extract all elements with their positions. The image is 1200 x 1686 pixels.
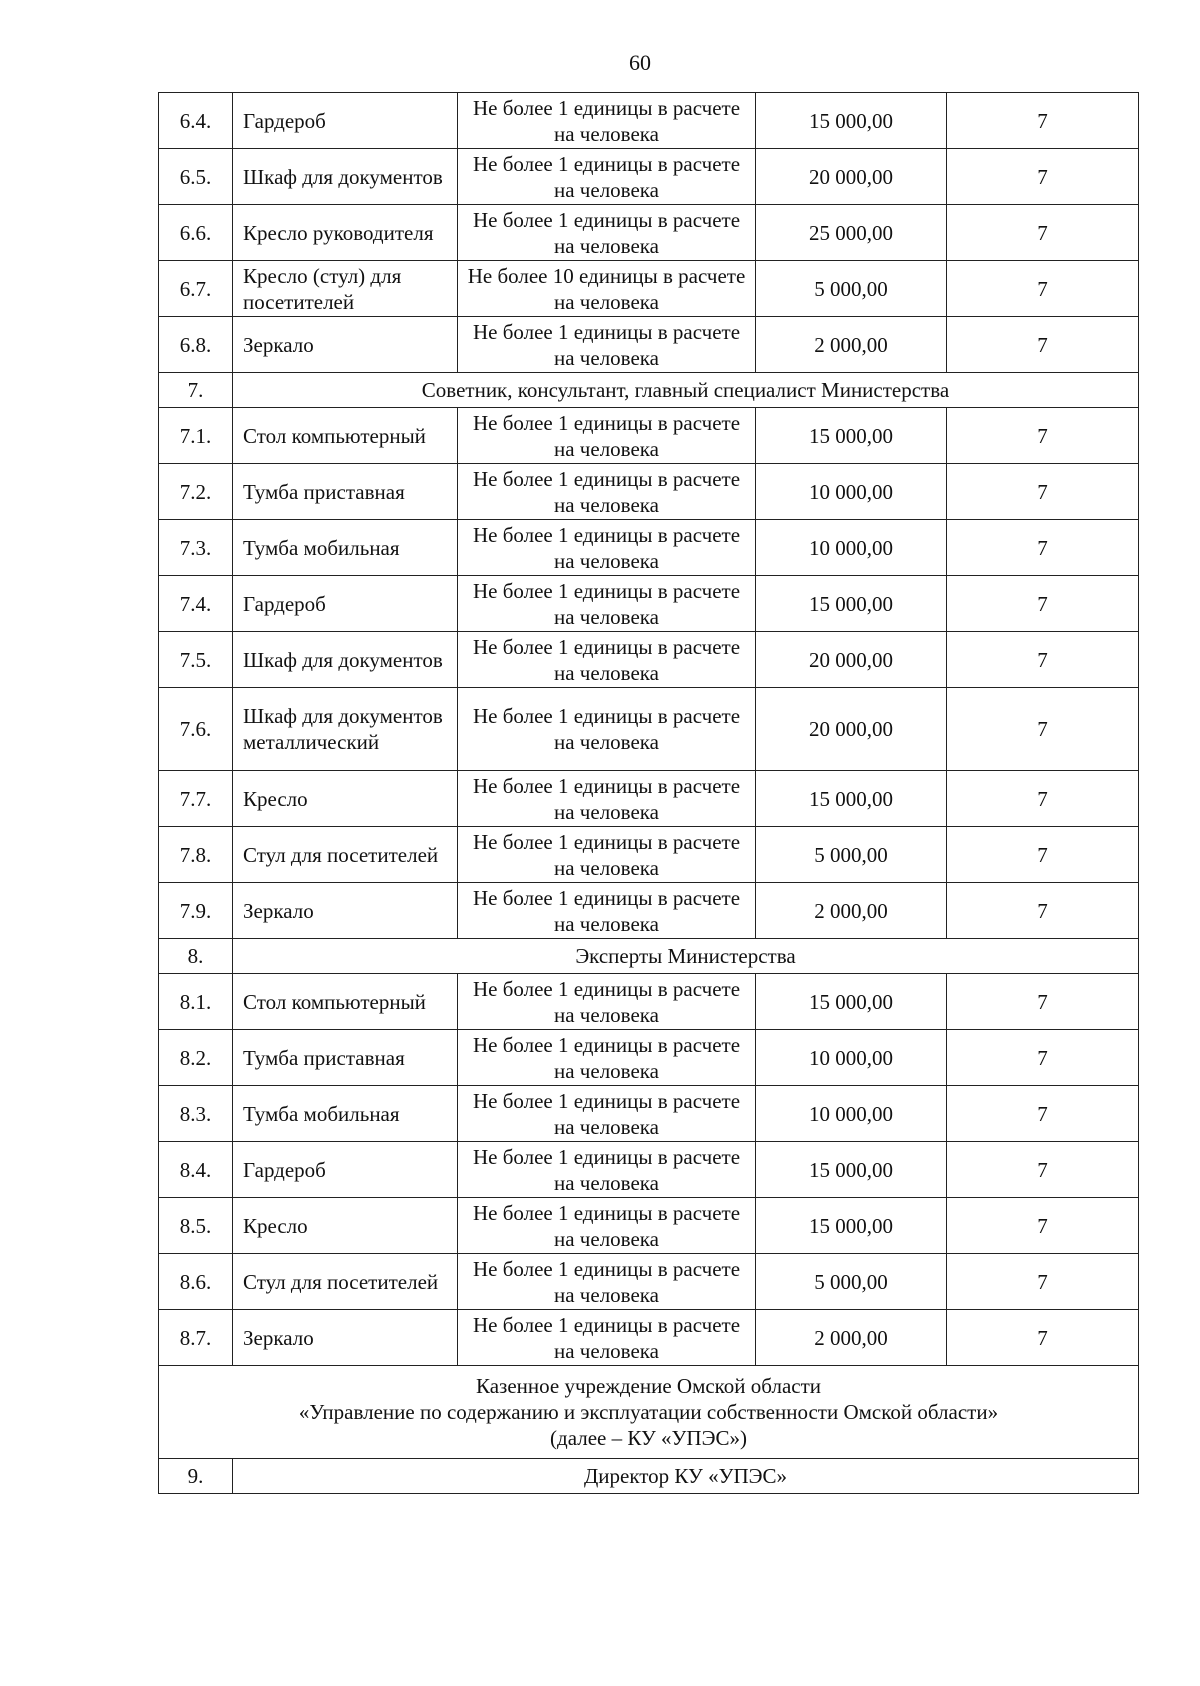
table-row — [159, 883, 1139, 939]
table-row — [159, 520, 1139, 576]
item-price: 10 000,00 — [756, 1030, 947, 1086]
item-service-life: 7 — [947, 520, 1139, 576]
item-price: 5 000,00 — [756, 261, 947, 317]
item-service-life: 7 — [947, 1310, 1139, 1366]
item-quantity: Не более 1 единицы в расчете на человека — [458, 688, 756, 771]
section-number: 9. — [159, 1459, 233, 1494]
item-service-life: 7 — [947, 771, 1139, 827]
item-name: Гардероб — [233, 1142, 458, 1198]
item-name: Кресло руководителя — [233, 205, 458, 261]
item-name: Шкаф для документов металлический — [233, 688, 458, 771]
item-service-life: 7 — [947, 261, 1139, 317]
item-name: Стол компьютерный — [233, 974, 458, 1030]
item-price: 15 000,00 — [756, 1198, 947, 1254]
item-name: Шкаф для документов — [233, 149, 458, 205]
item-price: 5 000,00 — [756, 827, 947, 883]
item-name: Стул для посетителей — [233, 1254, 458, 1310]
item-quantity: Не более 1 единицы в расчете на человека — [458, 883, 756, 939]
section-row — [159, 939, 1139, 974]
row-number: 8.2. — [159, 1030, 233, 1086]
item-quantity: Не более 1 единицы в расчете на человека — [458, 317, 756, 373]
row-number: 6.4. — [159, 93, 233, 149]
item-name: Кресло (стул) для посетителей — [233, 261, 458, 317]
row-number: 7.9. — [159, 883, 233, 939]
item-price: 2 000,00 — [756, 1310, 947, 1366]
table-row — [159, 632, 1139, 688]
item-quantity: Не более 1 единицы в расчете на человека — [458, 632, 756, 688]
item-price: 5 000,00 — [756, 1254, 947, 1310]
row-number: 8.1. — [159, 974, 233, 1030]
item-price: 15 000,00 — [756, 576, 947, 632]
table-row — [159, 261, 1139, 317]
section-row — [159, 373, 1139, 408]
row-number: 8.7. — [159, 1310, 233, 1366]
item-service-life: 7 — [947, 93, 1139, 149]
row-number: 6.6. — [159, 205, 233, 261]
item-service-life: 7 — [947, 827, 1139, 883]
item-quantity: Не более 1 единицы в расчете на человека — [458, 205, 756, 261]
row-number: 8.6. — [159, 1254, 233, 1310]
row-number: 8.3. — [159, 1086, 233, 1142]
item-quantity: Не более 1 единицы в расчете на человека — [458, 93, 756, 149]
item-name: Тумба приставная — [233, 1030, 458, 1086]
table-row — [159, 205, 1139, 261]
item-name: Шкаф для документов — [233, 632, 458, 688]
item-quantity: Не более 1 единицы в расчете на человека — [458, 1198, 756, 1254]
row-number: 6.5. — [159, 149, 233, 205]
item-price: 15 000,00 — [756, 1142, 947, 1198]
item-quantity: Не более 1 единицы в расчете на человека — [458, 974, 756, 1030]
row-number: 7.1. — [159, 408, 233, 464]
page-number: 60 — [629, 50, 651, 75]
section-number: 8. — [159, 939, 233, 974]
item-price: 15 000,00 — [756, 974, 947, 1030]
item-name: Тумба мобильная — [233, 520, 458, 576]
item-name: Кресло — [233, 771, 458, 827]
item-price: 15 000,00 — [756, 771, 947, 827]
item-service-life: 7 — [947, 408, 1139, 464]
item-service-life: 7 — [947, 149, 1139, 205]
item-name: Гардероб — [233, 576, 458, 632]
table-row — [159, 408, 1139, 464]
item-service-life: 7 — [947, 688, 1139, 771]
row-number: 6.8. — [159, 317, 233, 373]
item-price: 15 000,00 — [756, 93, 947, 149]
item-price: 20 000,00 — [756, 688, 947, 771]
item-quantity: Не более 1 единицы в расчете на человека — [458, 1086, 756, 1142]
item-quantity: Не более 1 единицы в расчете на человека — [458, 464, 756, 520]
row-number: 7.6. — [159, 688, 233, 771]
table-row — [159, 317, 1139, 373]
item-service-life: 7 — [947, 205, 1139, 261]
item-service-life: 7 — [947, 1254, 1139, 1310]
table-row — [159, 827, 1139, 883]
table-row — [159, 149, 1139, 205]
item-name: Кресло — [233, 1198, 458, 1254]
item-service-life: 7 — [947, 317, 1139, 373]
row-number: 7.7. — [159, 771, 233, 827]
item-service-life: 7 — [947, 883, 1139, 939]
section-title: Советник, консультант, главный специалист Министерства — [233, 373, 1139, 408]
institution-line: «Управление по содержанию и эксплуатации собственности Омской области» — [298, 1400, 999, 1424]
table-row — [159, 576, 1139, 632]
table-body — [159, 93, 1139, 1494]
item-price: 25 000,00 — [756, 205, 947, 261]
item-quantity: Не более 1 единицы в расчете на человека — [458, 1030, 756, 1086]
item-price: 2 000,00 — [756, 317, 947, 373]
item-service-life: 7 — [947, 1030, 1139, 1086]
item-price: 10 000,00 — [756, 520, 947, 576]
item-name: Тумба мобильная — [233, 1086, 458, 1142]
item-name: Зеркало — [233, 317, 458, 373]
item-price: 20 000,00 — [756, 632, 947, 688]
table-row — [159, 974, 1139, 1030]
item-price: 2 000,00 — [756, 883, 947, 939]
item-price: 10 000,00 — [756, 1086, 947, 1142]
item-name: Зеркало — [233, 1310, 458, 1366]
row-number: 7.5. — [159, 632, 233, 688]
row-number: 6.7. — [159, 261, 233, 317]
item-quantity: Не более 1 единицы в расчете на человека — [458, 1310, 756, 1366]
table-row — [159, 1198, 1139, 1254]
item-price: 10 000,00 — [756, 464, 947, 520]
item-service-life: 7 — [947, 974, 1139, 1030]
section-row — [159, 1459, 1139, 1494]
item-service-life: 7 — [947, 1142, 1139, 1198]
table-row — [159, 1086, 1139, 1142]
row-number: 7.2. — [159, 464, 233, 520]
table-row — [159, 464, 1139, 520]
item-quantity: Не более 1 единицы в расчете на человека — [458, 576, 756, 632]
institution-row — [159, 1366, 1139, 1459]
section-number: 7. — [159, 373, 233, 408]
item-name: Стул для посетителей — [233, 827, 458, 883]
item-name: Тумба приставная — [233, 464, 458, 520]
row-number: 7.8. — [159, 827, 233, 883]
institution-line: (далее – КУ «УПЭС») — [550, 1426, 747, 1450]
section-title: Директор КУ «УПЭС» — [233, 1459, 1139, 1494]
item-name: Зеркало — [233, 883, 458, 939]
table-row — [159, 1142, 1139, 1198]
item-quantity: Не более 1 единицы в расчете на человека — [458, 1142, 756, 1198]
item-service-life: 7 — [947, 1086, 1139, 1142]
item-quantity: Не более 10 единицы в расчете на человека — [458, 261, 756, 317]
item-quantity: Не более 1 единицы в расчете на человека — [458, 827, 756, 883]
item-quantity: Не более 1 единицы в расчете на человека — [458, 520, 756, 576]
row-number: 8.4. — [159, 1142, 233, 1198]
item-price: 15 000,00 — [756, 408, 947, 464]
table-row — [159, 1254, 1139, 1310]
institution-line: Казенное учреждение Омской области — [475, 1374, 821, 1398]
item-quantity: Не более 1 единицы в расчете на человека — [458, 149, 756, 205]
row-number: 7.3. — [159, 520, 233, 576]
table-row — [159, 1030, 1139, 1086]
item-quantity: Не более 1 единицы в расчете на человека — [458, 1254, 756, 1310]
item-quantity: Не более 1 единицы в расчете на человека — [458, 771, 756, 827]
item-service-life: 7 — [947, 1198, 1139, 1254]
item-service-life: 7 — [947, 464, 1139, 520]
institution-heading — [159, 1366, 1139, 1459]
item-name: Стол компьютерный — [233, 408, 458, 464]
item-service-life: 7 — [947, 632, 1139, 688]
table-row — [159, 771, 1139, 827]
item-quantity: Не более 1 единицы в расчете на человека — [458, 408, 756, 464]
row-number: 7.4. — [159, 576, 233, 632]
table-row — [159, 1310, 1139, 1366]
item-service-life: 7 — [947, 576, 1139, 632]
table-row — [159, 688, 1139, 771]
item-name: Гардероб — [233, 93, 458, 149]
item-price: 20 000,00 — [756, 149, 947, 205]
table-row — [159, 93, 1139, 149]
norms-table — [158, 92, 1139, 1494]
row-number: 8.5. — [159, 1198, 233, 1254]
section-title: Эксперты Министерства — [233, 939, 1139, 974]
